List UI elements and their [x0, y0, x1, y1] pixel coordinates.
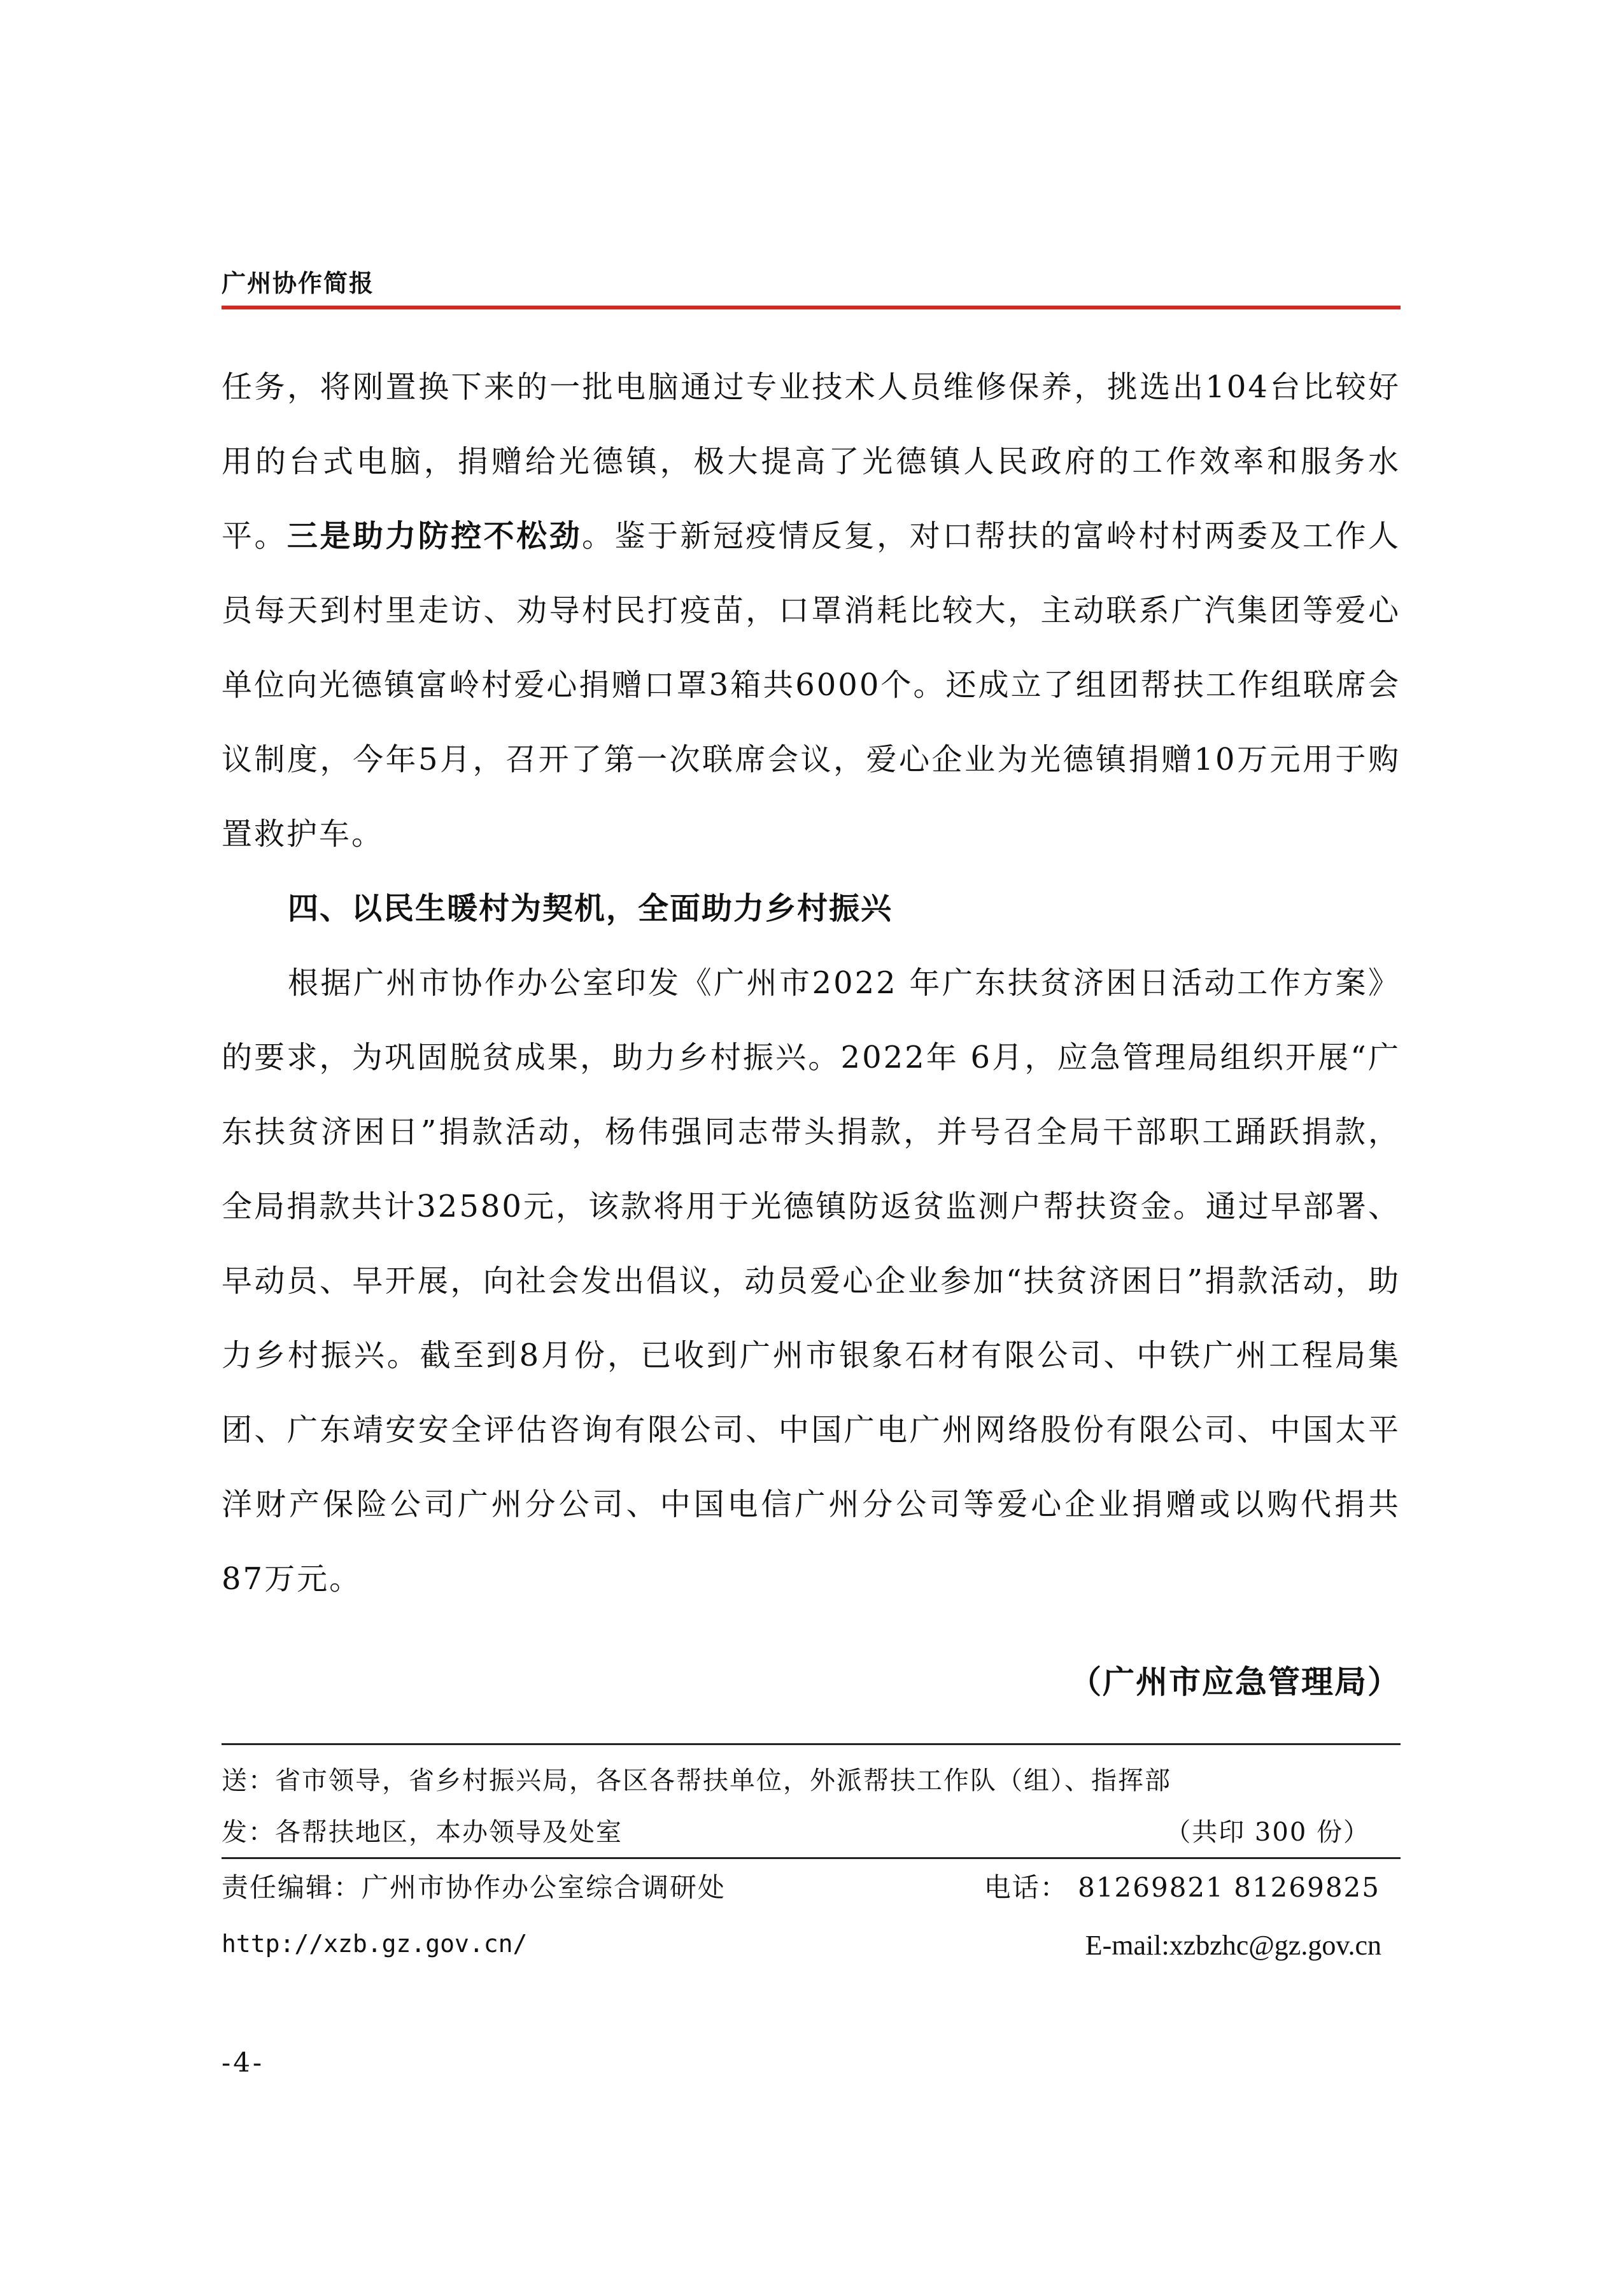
paragraph	[222, 350, 1401, 872]
distribution-recipients-cont	[222, 1812, 1401, 1848]
responsible-editor: 责任编辑：广州市协作办公室综合调研处	[222, 1872, 726, 1903]
distribution-bottom-rule	[222, 1857, 1401, 1859]
emphasis-text: 三是助力防控不松劲	[286, 518, 583, 554]
paragraph: 根据广州市协作办公室印发《广州市2022 年广东扶贫济困日活动工作方案》的要求，为巩固脱贫成果，助力乡村振兴。2022年 6月，应急管理局组织开展“广东扶贫济困日”捐款活动，杨伟强同志带头捐款，并号召全局干部职工踊跃捐款，全局捐款共计32580元，该款将用于光德镇防返贫监测户帮扶资金。通过早部署、早动员、早开展，向社会发出倡议，动员爱心企业参加“扶贫济困日”捐款活动，助力乡村振兴。截至到8月份，已收到广州市银象石材有限公司、中铁广州工程局集团、广东靖安安全评估咨询有限公司、中国广电广州网络股份有限公司、中国太平洋财产保险公司广州分公司、中国电信广州分公司等爱心企业捐赠或以购代捐共87万元。	[222, 965, 1401, 1597]
distribution-top-rule	[222, 1743, 1401, 1745]
bulletin-title: 广州协作简报	[222, 269, 375, 297]
email-link[interactable]: E-mail:xzbzhc@gz.gov.cn	[1085, 1930, 1381, 1961]
section-heading: 四、以民生暖村为契机，全面助力乡村振兴	[288, 891, 893, 926]
article-body	[222, 350, 1401, 1617]
website-link[interactable]: http://xzb.gz.gov.cn/	[222, 1930, 528, 1958]
paragraph-text: 任务，将刚置换下来的一批电脑通过专业技术人员维修保养，挑选出104台比较好用的台式电脑，捐赠给光德镇，极大提高了光德镇人民政府的工作效率和服务水平。	[222, 369, 1401, 554]
paragraph-text: 。鉴于新冠疫情反复，对口帮扶的富岭村村两委及工作人员每天到村里走访、劝导村民打疫苗，口罩消耗比较大，主动联系广汽集团等爱心单位向光德镇富岭村爱心捐赠口罩3箱共6000个。还成立了组团帮扶工作组联席会议制度，今年5月，召开了第一次联席会议，爱心企业为光德镇捐赠10万元用于购置救护车。	[222, 518, 1401, 852]
distribution-text: 发：各帮扶地区，本办领导及处室	[222, 1818, 623, 1847]
page-number: -4-	[222, 2047, 265, 2078]
print-count: （共印 300 份）	[1165, 1818, 1370, 1847]
phone-numbers: 电话： 81269821 81269825	[984, 1872, 1380, 1903]
header-divider	[222, 306, 1401, 309]
contact-line	[222, 1929, 1401, 1961]
author-signature: （广州市应急管理局）	[1070, 1664, 1401, 1701]
editor-line	[222, 1867, 1401, 1905]
distribution-recipients: 送：省市领导，省乡村振兴局，各区各帮扶单位，外派帮扶工作队（组）、指挥部	[222, 1766, 1171, 1795]
